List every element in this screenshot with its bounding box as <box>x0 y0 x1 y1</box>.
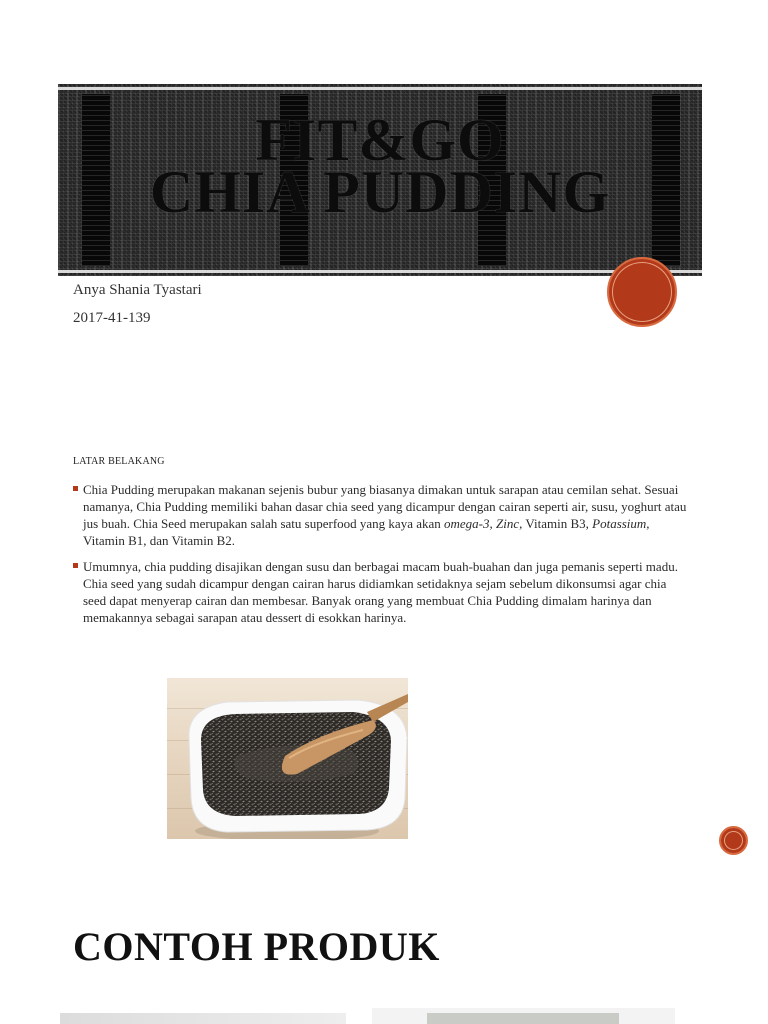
bullet-text: Umumnya, chia pudding disajikan dengan susu dan berbagai macam buah-buahan dan juga pemanis seperti madu. Chia seed yang sudah dicampur dengan cairan harus didiamkan setidaknya sejam sebelum dikonsumsi agar chia seed dapat menyerap cairan dan membesar. Banyak orang yang membuat Chia Pudding dimalam harinya dan memakannya sebagai sarapan atau dessert di esokkan harinya. <box>83 559 678 625</box>
bullet-italic-text: Potassium, <box>592 516 650 531</box>
title-banner <box>58 84 702 276</box>
bullet-text: Vitamin B3, <box>522 516 593 531</box>
author-name: Anya Shania Tyastari <box>73 282 202 298</box>
chia-seed-bowl-photo <box>167 678 408 839</box>
bullet-marker-icon <box>73 486 78 491</box>
presentation-title <box>58 107 702 225</box>
accent-circle-decoration <box>607 257 677 327</box>
title-line-1: FIT&GO <box>255 107 505 173</box>
slide-title: CONTOH PRODUK <box>73 924 440 969</box>
title-slide <box>0 0 768 368</box>
bullet-marker-icon <box>73 563 78 568</box>
bullet-list <box>73 481 688 635</box>
bullet-italic-text: omega-3, Zinc, <box>444 516 523 531</box>
banner-top-rule <box>58 87 702 90</box>
products-slide <box>0 868 768 1024</box>
background-slide <box>0 368 768 868</box>
accent-circle-decoration <box>719 826 748 855</box>
student-id: 2017-41-139 <box>73 310 151 326</box>
product-image-2 <box>427 1013 619 1024</box>
section-heading: LATAR BELAKANG <box>73 456 165 467</box>
banner-bottom-rule <box>58 270 702 273</box>
product-image-1 <box>60 1013 346 1024</box>
bullet-text: Chia Pudding merupakan makanan sejenis bubur yang biasanya dimakan untuk sarapan atau cemilan sehat. Sesuai namanya, Chia Pudding memiliki bahan dasar chia seed yang dicampur dengan cairan seperti air, susu, yoghurt atau jus buah. Chia Seed merupakan salah satu superfood yang kaya akan <box>83 482 687 531</box>
bullet-text: Vitamin B1, dan Vitamin B2. <box>83 533 236 548</box>
bullet-item <box>73 558 688 626</box>
bullet-item <box>73 481 688 549</box>
title-line-2: CHIA PUDDING <box>149 159 611 225</box>
chia-bowl-illustration <box>167 678 408 839</box>
